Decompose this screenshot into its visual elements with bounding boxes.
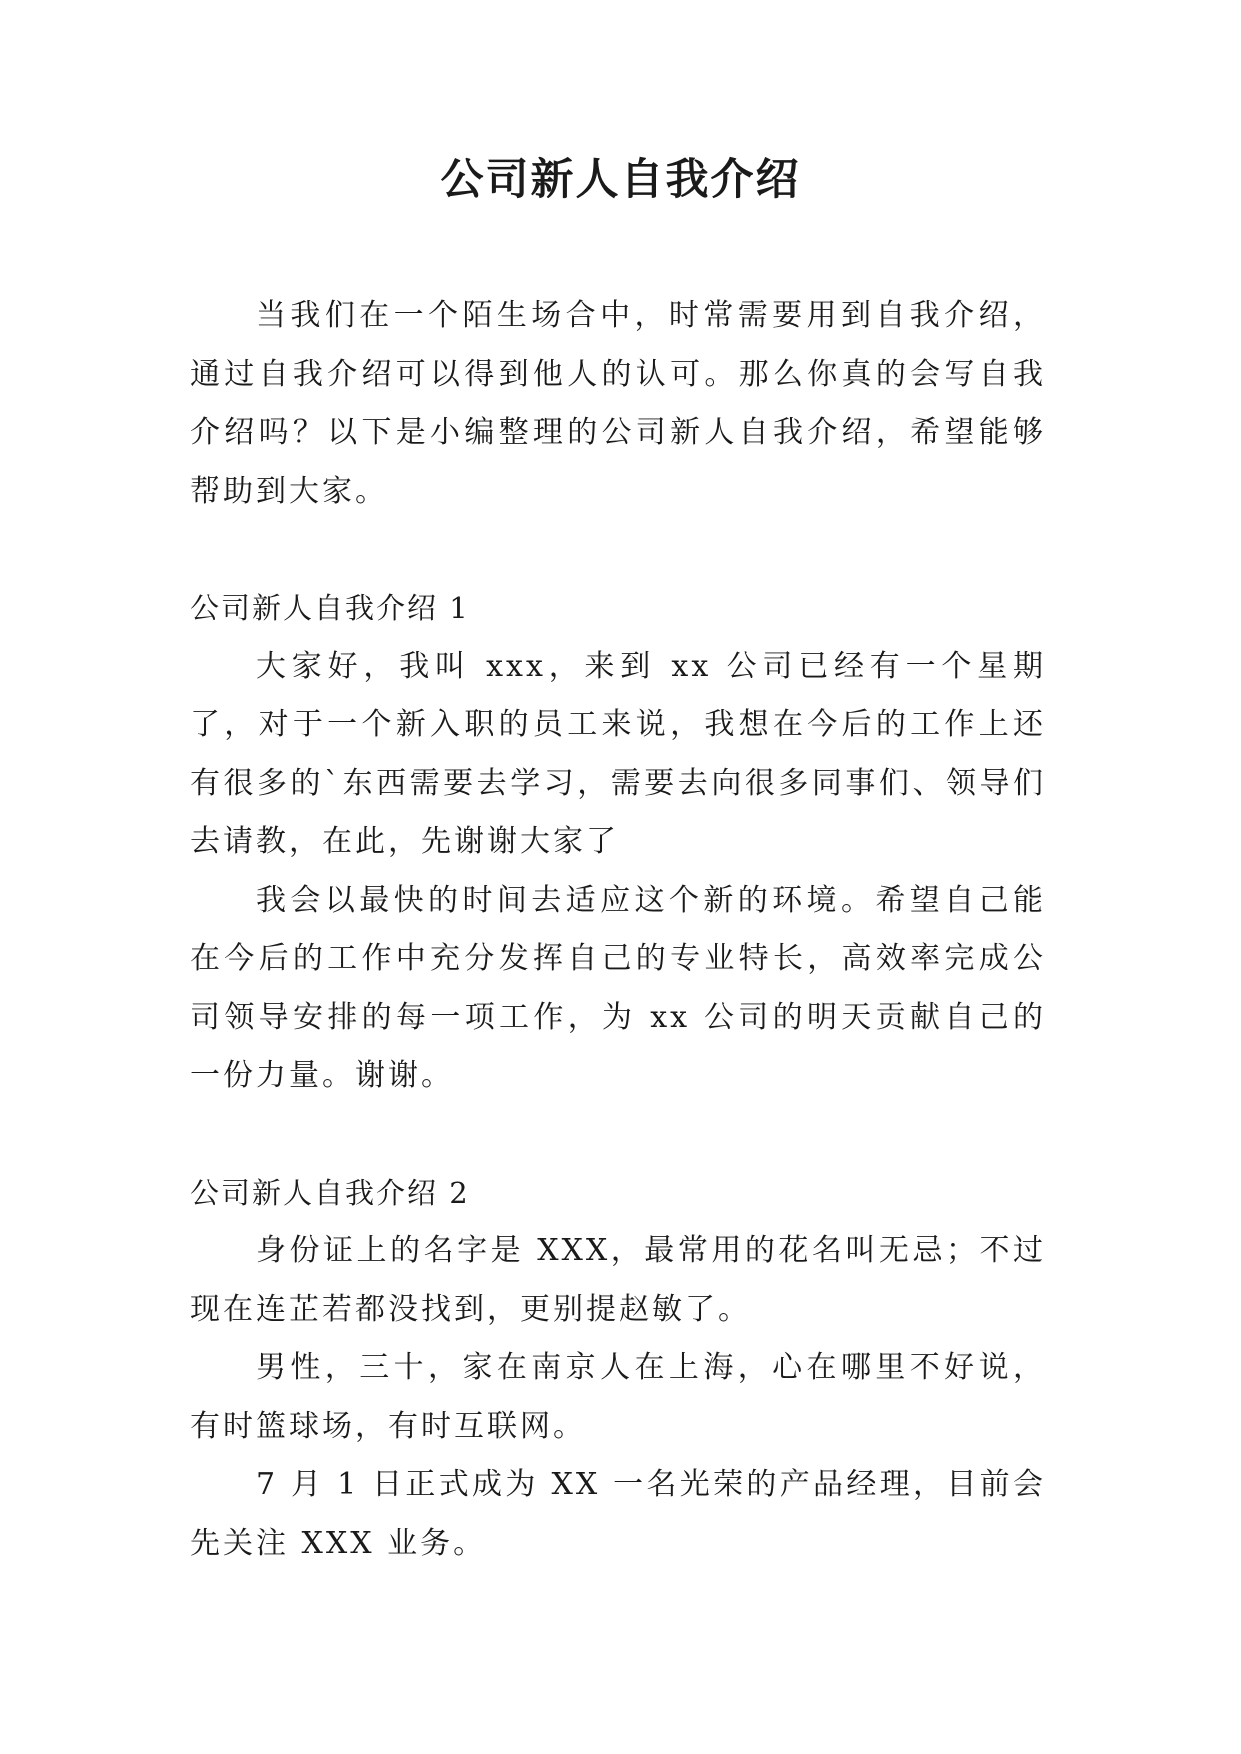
section-1-paragraph-1: 大家好，我叫 xxx，来到 xx 公司已经有一个星期了，对于一个新入职的员工来说，我想在今后的工作上还有很多的`东西需要去学习，需要去向很多同事们、领导们去请教，在此，先谢谢大家了 — [190, 648, 1046, 859]
section-2-paragraph-3: 7 月 1 日正式成为 XX 一名光荣的产品经理，目前会先关注 XXX 业务。 — [190, 1467, 1046, 1561]
section-2-paragraph-2: 男性，三十，家在南京人在上海，心在哪里不好说，有时篮球场，有时互联网。 — [190, 1350, 1046, 1444]
section-1-paragraph-2: 我会以最快的时间去适应这个新的环境。希望自己能在今后的工作中充分发挥自己的专业特长，高效率完成公司领导安排的每一项工作，为 xx 公司的明天贡献自己的一份力量。谢谢。 — [190, 882, 1046, 1093]
spacer — [190, 521, 1046, 579]
section-heading-1: 公司新人自我介绍 1 — [190, 591, 470, 625]
intro-paragraph: 当我们在一个陌生场合中，时常需要用到自我介绍，通过自我介绍可以得到他人的认可。那么你真的会写自我介绍吗？以下是小编整理的公司新人自我介绍，希望能够帮助到大家。 — [190, 298, 1046, 509]
section-2-paragraph-1: 身份证上的名字是 XXX，最常用的花名叫无忌；不过现在连芷若都没找到，更别提赵敏了。 — [190, 1233, 1046, 1327]
document-title: 公司新人自我介绍 — [440, 155, 801, 205]
spacer — [190, 1106, 1046, 1164]
document-body — [190, 287, 1046, 1573]
section-heading-2: 公司新人自我介绍 2 — [190, 1175, 470, 1210]
